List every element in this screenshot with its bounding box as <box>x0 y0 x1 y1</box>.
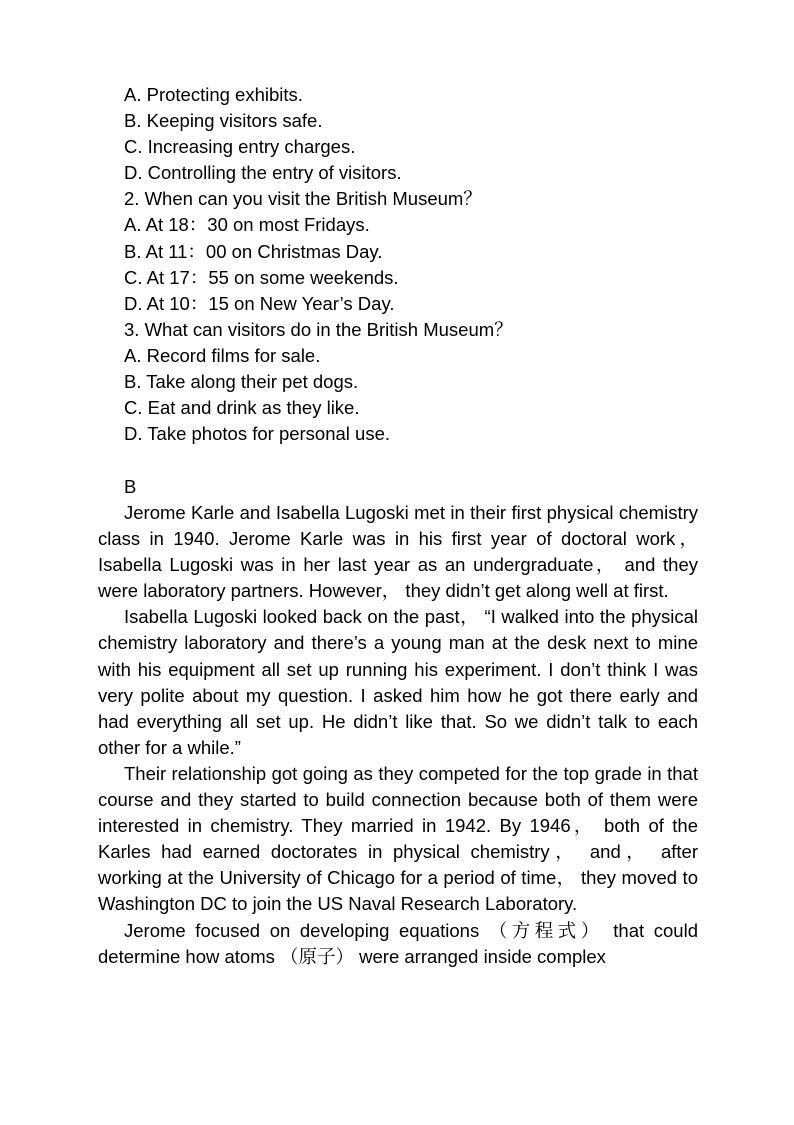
section-label: B <box>124 476 137 497</box>
q3-stem: 3. What can visitors do in the British Museum？ <box>124 318 513 340</box>
passage-paragraph-1: Jerome Karle and Isabella Lugoski met in their first physical chemistry class in 1940. Jerome Karle was in his first year of doctoral work， Isabella Lugoski was in her last year as an undergraduate， and they were laboratory partners. However， they didn’t get along well at first. <box>98 502 698 602</box>
q2-option-b: B. At 11：00 on Christmas Day. <box>124 240 383 262</box>
passage-paragraph-2: Isabella Lugoski looked back on the past， “I walked into the physical chemistry laboratory and there’s a young man at the desk next to mine with his equipment all set up running his experiment. I don’t think I was very polite about my question. I asked him how he got there early and had everything all set up. He didn’t like that. So we didn’t talk to each other for a while.” <box>98 606 698 758</box>
question-options-block <box>124 82 724 447</box>
q2-option-d: D. At 10：15 on New Year’s Day. <box>124 292 395 314</box>
q1-option-b: B. Keeping visitors safe. <box>124 110 323 132</box>
q3-option-a: A. Record films for sale. <box>124 344 321 366</box>
q2-option-a: A. At 18：30 on most Fridays. <box>124 214 370 236</box>
passage-paragraph-4: Jerome focused on developing equations （方程式） that could determine how atoms （原子） were arranged inside complex <box>98 919 698 967</box>
passage-paragraph-3: Their relationship got going as they competed for the top grade in that course and they started to build connection because both of them were interested in chemistry. They married in 1942. By 1946， both of the Karles had earned doctorates in physical chemistry， and， after working at the University of Chicago for a period of time， they moved to Washington DC to join the US Naval Research Laboratory. <box>98 762 698 915</box>
q3-option-d: D. Take photos for personal use. <box>124 423 391 445</box>
q2-stem: 2. When can you visit the British Museum？ <box>124 188 482 210</box>
q1-option-d: D. Controlling the entry of visitors. <box>124 162 402 184</box>
q1-option-c: C. Increasing entry charges. <box>124 136 356 158</box>
q3-option-b: B. Take along their pet dogs. <box>124 371 359 393</box>
q2-option-c: C. At 17：55 on some weekends. <box>124 266 399 288</box>
q3-option-c: C. Eat and drink as they like. <box>124 397 360 419</box>
reading-passage <box>98 500 698 970</box>
q1-option-a: A. Protecting exhibits. <box>124 84 303 105</box>
